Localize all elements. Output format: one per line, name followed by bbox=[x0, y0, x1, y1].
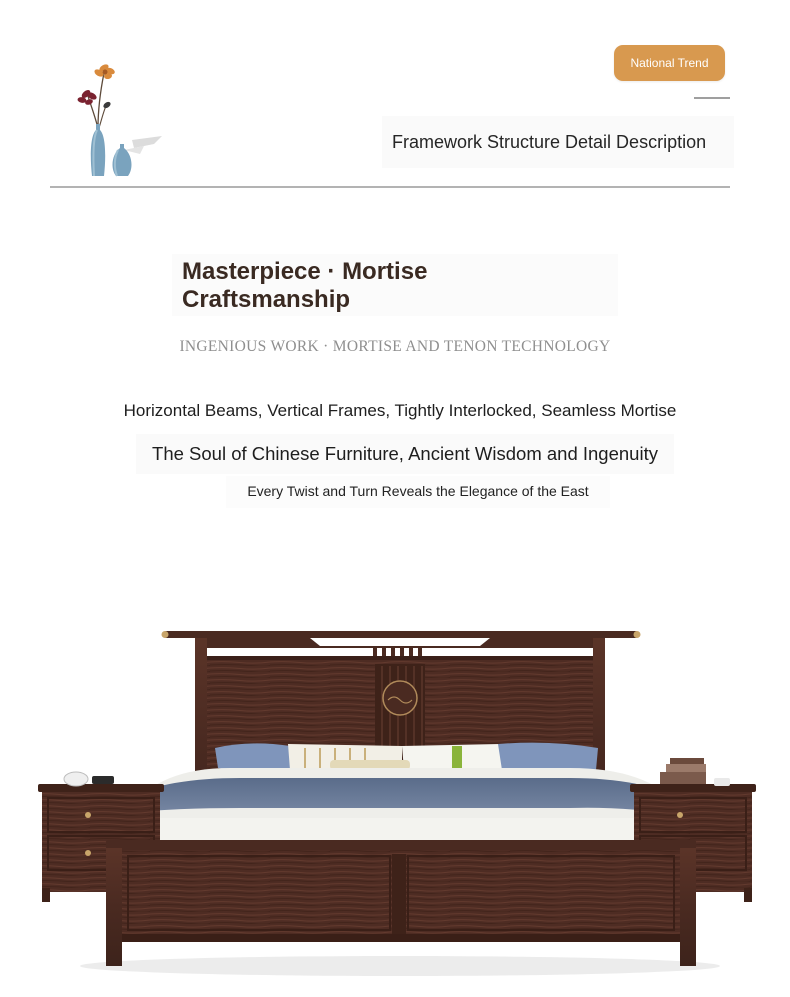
header-divider bbox=[50, 186, 730, 188]
tagline-3: Every Twist and Turn Reveals the Elegance of the East bbox=[226, 476, 610, 508]
national-trend-badge: National Trend bbox=[614, 45, 725, 81]
tagline-2: The Soul of Chinese Furniture, Ancient Wisdom and Ingenuity bbox=[136, 434, 674, 474]
bed-product-image bbox=[30, 618, 770, 980]
tagline-1: Horizontal Beams, Vertical Frames, Tightly Interlocked, Seamless Mortise bbox=[123, 401, 677, 420]
headline-subtitle: INGENIOUS WORK · MORTISE AND TENON TECHNOLOGY bbox=[179, 338, 611, 355]
headline-line-1: Masterpiece · Mortise bbox=[182, 258, 428, 285]
badge-underline bbox=[694, 97, 730, 99]
headline-line-2: Craftsmanship bbox=[182, 286, 351, 313]
headline bbox=[172, 254, 618, 316]
section-title: Framework Structure Detail Description bbox=[382, 116, 734, 168]
vase-with-flowers-icon bbox=[62, 58, 172, 180]
